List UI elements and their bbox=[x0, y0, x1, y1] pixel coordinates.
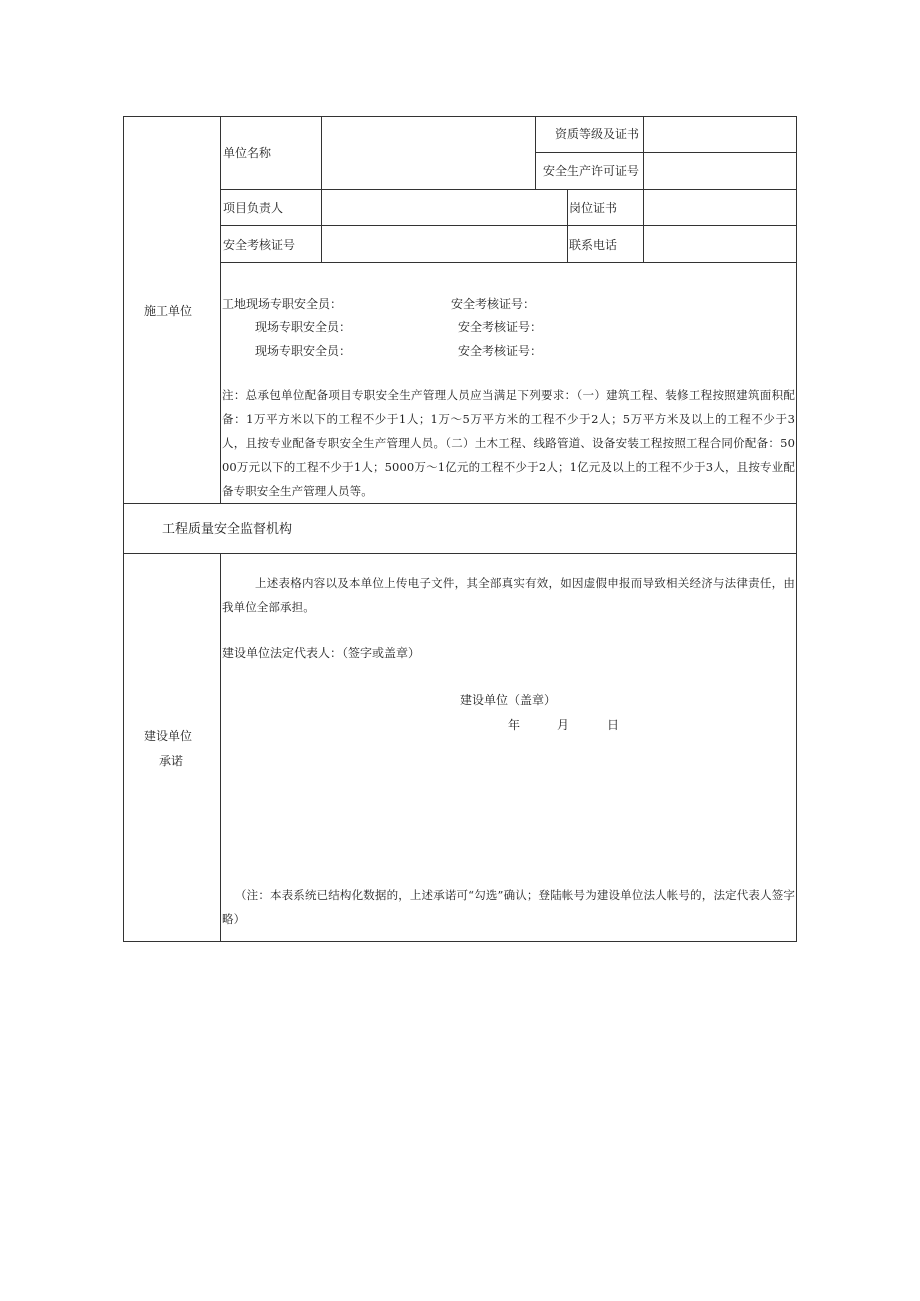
table-border-top bbox=[123, 116, 797, 117]
commitment-footnote: （注：本表系统已结构化数据的，上述承诺可“勾选”确认；登陆帐号为建设单位法人帐号的，法定代表人签字略） bbox=[222, 888, 795, 926]
unit-name-label: 单位名称 bbox=[223, 146, 272, 160]
col-divider bbox=[220, 116, 221, 503]
row-divider bbox=[123, 553, 797, 554]
table-border-left bbox=[123, 116, 124, 942]
site-officer-3-cert-label: 安全考核证号： bbox=[458, 344, 543, 358]
safety-license-value[interactable] bbox=[645, 154, 795, 188]
row-divider bbox=[535, 152, 797, 153]
commitment-section-label-line2: 承诺 bbox=[159, 754, 184, 768]
safety-exam-value[interactable] bbox=[323, 227, 565, 261]
row-divider bbox=[123, 503, 797, 504]
row-divider bbox=[220, 262, 797, 263]
safety-exam-label: 安全考核证号 bbox=[223, 238, 296, 252]
col-divider bbox=[567, 189, 568, 262]
site-officer-1-cert-label: 安全考核证号： bbox=[451, 297, 536, 311]
site-officer-2-label: 现场专职安全员： bbox=[255, 320, 352, 334]
unit-name-value[interactable] bbox=[323, 118, 533, 188]
legal-representative-label: 建设单位法定代表人：（签字或盖章） bbox=[222, 646, 421, 660]
staffing-requirements-note: 注：总承包单位配备项目专职安全生产管理人员应当满足下列要求：（一）建筑工程、装修工程按照建筑面积配备：1万平方米以下的工程不少于1人；1万～5万平方米的工程不少于2人；5万平方米及以上的工程不少于3人，且按专业配备专职安全生产管理人员。（二）土木工程、线路管道、设备安装工程按照工程合同价配备：5000万元以下的工程不少于1人；5000万～1亿元的工程不少于2人；1亿元及以上的工程不少于3人，且按专业配备专职安全生产管理人员等。 bbox=[222, 388, 795, 498]
qualification-value[interactable] bbox=[645, 118, 795, 151]
site-officer-1-label: 工地现场专职安全员： bbox=[222, 297, 343, 311]
col-divider bbox=[643, 116, 644, 262]
site-officer-2-cert-label: 安全考核证号： bbox=[458, 320, 543, 334]
supervision-agency-label: 工程质量安全监督机构 bbox=[162, 522, 293, 537]
commitment-statement: 上述表格内容以及本单位上传电子文件，其全部真实有效，如因虚假申报而导致相关经济与法律责任，由我单位全部承担。 bbox=[222, 576, 795, 614]
col-divider bbox=[321, 116, 322, 262]
commitment-section-label-line1: 建设单位 bbox=[144, 729, 193, 743]
post-certificate-label: 岗位证书 bbox=[569, 201, 618, 215]
safety-license-label: 安全生产许可证号 bbox=[543, 164, 640, 178]
qualification-label: 资质等级及证书 bbox=[555, 127, 640, 141]
registration-form-table bbox=[123, 116, 797, 942]
unit-seal-label: 建设单位（盖章） bbox=[460, 693, 557, 707]
project-manager-value[interactable] bbox=[323, 191, 565, 224]
col-divider bbox=[535, 116, 536, 189]
table-border-right bbox=[796, 116, 797, 942]
phone-label: 联系电话 bbox=[569, 238, 618, 252]
phone-value[interactable] bbox=[645, 227, 795, 261]
col-divider bbox=[220, 553, 221, 942]
table-border-bottom bbox=[123, 941, 797, 942]
row-divider bbox=[220, 189, 797, 190]
date-year: 年 bbox=[508, 718, 521, 732]
date-month: 月 bbox=[557, 718, 570, 732]
site-officer-3-label: 现场专职安全员： bbox=[255, 344, 352, 358]
row-divider bbox=[220, 225, 797, 226]
construction-unit-section-label: 施工单位 bbox=[144, 304, 193, 318]
post-certificate-value[interactable] bbox=[645, 191, 795, 224]
project-manager-label: 项目负责人 bbox=[223, 201, 284, 215]
date-day: 日 bbox=[607, 718, 620, 732]
